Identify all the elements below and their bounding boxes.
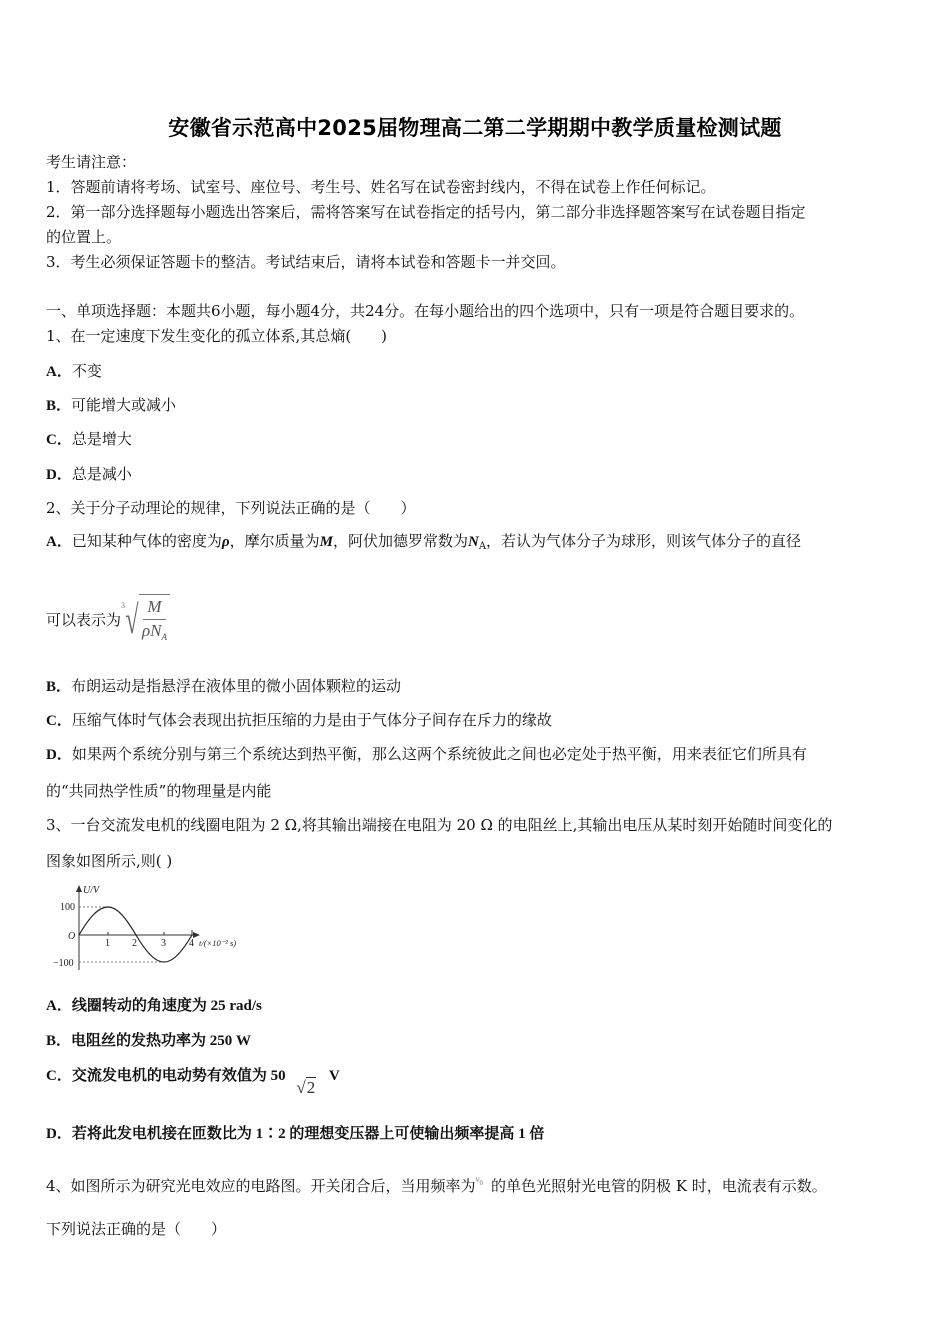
option-text: ，阿伏加德罗常数为 <box>332 532 468 550</box>
option-text: ，摩尔质量为 <box>229 532 320 550</box>
option-text: 如果两个系统分别与第三个系统达到热平衡，那么这两个系统彼此之间也必定处于热平衡，用来表征它们所具有 <box>71 745 807 763</box>
radical-sign-icon: √ <box>125 597 139 642</box>
option-text: 线圈转动的角速度为 25 rad/s <box>71 998 262 1014</box>
option-text: 交流发电机的电动势有效值为 50 <box>71 1068 286 1084</box>
rho-symbol: ρ <box>221 534 230 550</box>
x-tick-3: 3 <box>161 938 166 949</box>
denominator-subscript: A <box>161 631 167 642</box>
notice-item-3: 3．考生必须保证答题卡的整洁。考试结束后，请将本试卷和答题卡一并交回。 <box>46 253 566 271</box>
question-3-option-c <box>46 1065 340 1097</box>
option-letter: B． <box>46 398 72 414</box>
option-letter: A． <box>46 364 72 380</box>
origin-label: O <box>68 931 76 942</box>
question-1-stem: 1、在一定速度下发生变化的孤立体系,其总熵( ) <box>46 327 388 345</box>
question-3-stem-cont: 图象如图所示,则( ) <box>46 852 173 870</box>
notice-heading: 考生请注意： <box>46 153 137 171</box>
nu-symbol: ν <box>475 1174 480 1184</box>
fraction <box>139 594 170 647</box>
option-letter: A． <box>46 534 72 550</box>
question-4-stem-cont: 下列说法正确的是（ ） <box>46 1220 227 1238</box>
unit-label: V <box>329 1068 340 1084</box>
option-letter: A． <box>46 998 72 1014</box>
option-letter: D． <box>46 467 72 483</box>
voltage-time-graph <box>46 882 256 972</box>
sine-wave-chart <box>46 882 256 972</box>
option-letter: B． <box>46 679 72 695</box>
option-letter: C． <box>46 432 72 448</box>
question-2-option-d-cont: 的“共同热学性质”的物理量是内能 <box>46 782 272 800</box>
nu-subscript: 0 <box>479 1179 484 1187</box>
question-2-option-b <box>46 676 401 697</box>
question-2-option-d <box>46 744 807 765</box>
root-index: 3 <box>121 600 126 610</box>
option-text: 不变 <box>71 362 102 380</box>
option-text: 总是增大 <box>71 430 132 448</box>
option-text: 压缩气体时气体会表现出抗拒压缩的力是由于气体分子间存在斥力的缘故 <box>71 711 552 729</box>
stem-text: 4、如图所示为研究光电效应的电路图。开关闭合后，当用频率为 <box>46 1177 476 1195</box>
frequency-symbol <box>475 1174 484 1187</box>
sqrt-formula: √2 <box>296 1078 316 1097</box>
question-1-option-d <box>46 464 132 485</box>
y-tick-minus-100: −100 <box>53 958 74 969</box>
sqrt-radicand: 2 <box>306 1078 316 1097</box>
question-3-option-a <box>46 995 262 1016</box>
question-1-option-b <box>46 395 176 416</box>
notice-item-2-cont: 的位置上。 <box>46 228 122 246</box>
stem-text: 的单色光照射光电管的阴极 K 时，电流表有示数。 <box>491 1177 827 1195</box>
option-letter: D． <box>46 1126 72 1142</box>
question-2-option-c <box>46 710 552 731</box>
x-axis-label: t/(×10⁻² s) <box>199 938 237 948</box>
x-tick-2: 2 <box>132 938 137 949</box>
question-3-stem: 3、一台交流发电机的线圈电阻为 2 Ω,将其输出端接在电阻为 20 Ω 的电阻丝上,其输出电压从某时刻开始随时间变化的 <box>46 816 833 834</box>
y-tick-100: 100 <box>60 902 75 913</box>
option-text: 若将此发电机接在匝数比为 1∶2 的理想变压器上可使输出频率提高 1 倍 <box>71 1126 545 1142</box>
denominator <box>142 620 167 647</box>
option-text: 可能增大或减小 <box>71 396 177 414</box>
avogadro-symbol: N <box>467 534 479 550</box>
question-2-option-a-cont <box>46 594 170 646</box>
option-text: 已知某种气体的密度为 <box>71 532 222 550</box>
option-text: 可以表示为 <box>46 611 122 629</box>
option-letter: C． <box>46 713 72 729</box>
x-tick-4: 4 <box>189 938 194 949</box>
question-2-stem: 2、关于分子动理论的规律，下列说法正确的是（ ） <box>46 499 416 517</box>
avogadro-subscript: A <box>478 541 487 552</box>
question-3-option-d <box>46 1123 544 1144</box>
notice-item-1: 1．答题前请将考场、试室号、座位号、考生号、姓名写在试卷密封线内，不得在试卷上作任何标记。 <box>46 178 716 196</box>
page-title: 安徽省示范高中2025届物理高二第二学期期中教学质量检测试题 <box>168 116 782 140</box>
option-letter: B． <box>46 1033 72 1049</box>
y-axis-label: U/V <box>83 885 100 896</box>
option-text: 总是减小 <box>71 465 132 483</box>
question-2-option-a <box>46 531 801 557</box>
molar-mass-symbol: M <box>319 534 333 550</box>
notice-item-2: 2．第一部分选择题每小题选出答案后，需将答案写在试卷指定的括号内，第二部分非选择题答案写在试卷题目指定 <box>46 203 806 221</box>
option-text: 布朗运动是指悬浮在液体里的微小固体颗粒的运动 <box>71 677 402 695</box>
question-3-option-b <box>46 1030 251 1051</box>
question-4-stem <box>46 1169 827 1196</box>
numerator: M <box>143 597 165 620</box>
denominator-text: ρN <box>141 620 162 640</box>
question-1-option-c <box>46 429 132 450</box>
question-1-option-a <box>46 361 102 382</box>
option-letter: D． <box>46 747 72 763</box>
x-tick-1: 1 <box>105 938 110 949</box>
cube-root-formula <box>121 594 170 647</box>
section-heading: 一、单项选择题：本题共6小题，每小题4分，共24分。在每小题给出的四个选项中，只有一项是符合题目要求的。 <box>46 302 805 320</box>
option-letter: C． <box>46 1068 72 1084</box>
option-text: ，若认为气体分子为球形，则该气体分子的直径 <box>486 532 802 550</box>
option-text: 电阻丝的发热功率为 250 W <box>71 1033 252 1049</box>
